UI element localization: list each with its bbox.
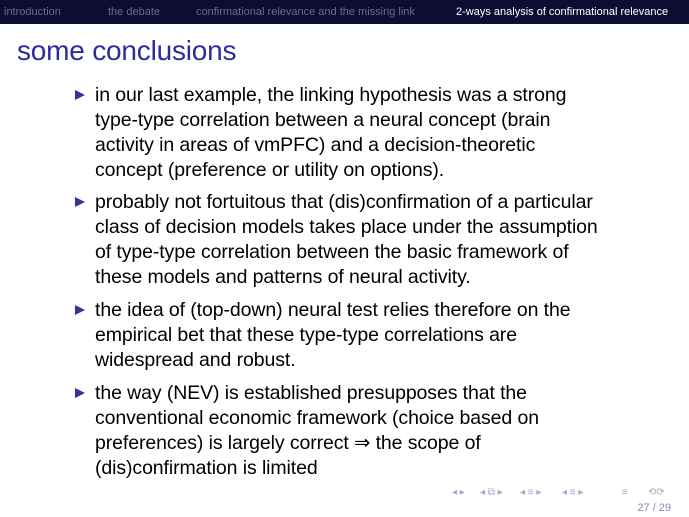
bullet-2-line-4: these models and patterns of neural activity. [95,266,471,288]
bullet-2-line-3: of type-type correlation between the basic framework of [95,241,569,263]
nav-subsection-icon[interactable]: ◂ ⧉ ▸ [480,487,503,498]
nav-appendix-icon[interactable]: ≡ [622,487,628,498]
bullet-4-line-4: (dis)confirmation is limited [95,457,318,479]
bullet-4-line-1: the way (NEV) is established presupposes that the [95,382,527,404]
bullet-3-line-3: widespread and robust. [95,349,296,371]
bullet-1-line-4: concept (preference or utility on options). [95,159,445,181]
bullet-arrow-icon [75,388,85,398]
nav-section-2-ways-analysis[interactable]: 2-ways analysis of confirmational relevance [456,6,669,18]
nav-frame-back-icon[interactable]: ◂ ▸ [452,487,465,498]
nav-section-confirmational-relevance[interactable]: confirmational relevance and the missing link [196,6,415,18]
bullet-2-line-2: class of decision models takes place under the assumption [95,216,598,238]
frame-title: some conclusions [17,35,237,66]
nav-section-the-debate[interactable]: the debate [108,6,160,18]
nav-document-icon[interactable]: ◂ ≡ ▸ [562,487,584,498]
bullet-2-line-1: probably not fortuitous that (dis)confirmation of a particular [95,191,593,213]
nav-search-icon[interactable]: ⟲⟳ [648,487,665,498]
bullet-1-line-1: in our last example, the linking hypothesis was a strong [95,84,567,106]
bullet-3-line-1: the idea of (top-down) neural test relies therefore on the [95,299,571,321]
page-counter: 27 / 29 [637,502,671,514]
bullet-4-line-2: conventional economic framework (choice based on [95,407,539,429]
bullet-arrow-icon [75,305,85,315]
bullet-3-line-2: empirical bet that these type-type correlations are [95,324,517,346]
bullet-1-line-2: type-type correlation between a neural concept (brain [95,109,551,131]
nav-section-icon[interactable]: ◂ ≡ ▸ [520,487,542,498]
bullet-4-line-3: preferences) is largely correct ⇒ the scope of [95,432,481,454]
nav-section-introduction[interactable]: introduction [4,6,61,18]
bullet-arrow-icon [75,90,85,100]
bullet-1-line-3: activity in areas of vmPFC) and a decision-theoretic [95,134,536,156]
bullet-arrow-icon [75,197,85,207]
